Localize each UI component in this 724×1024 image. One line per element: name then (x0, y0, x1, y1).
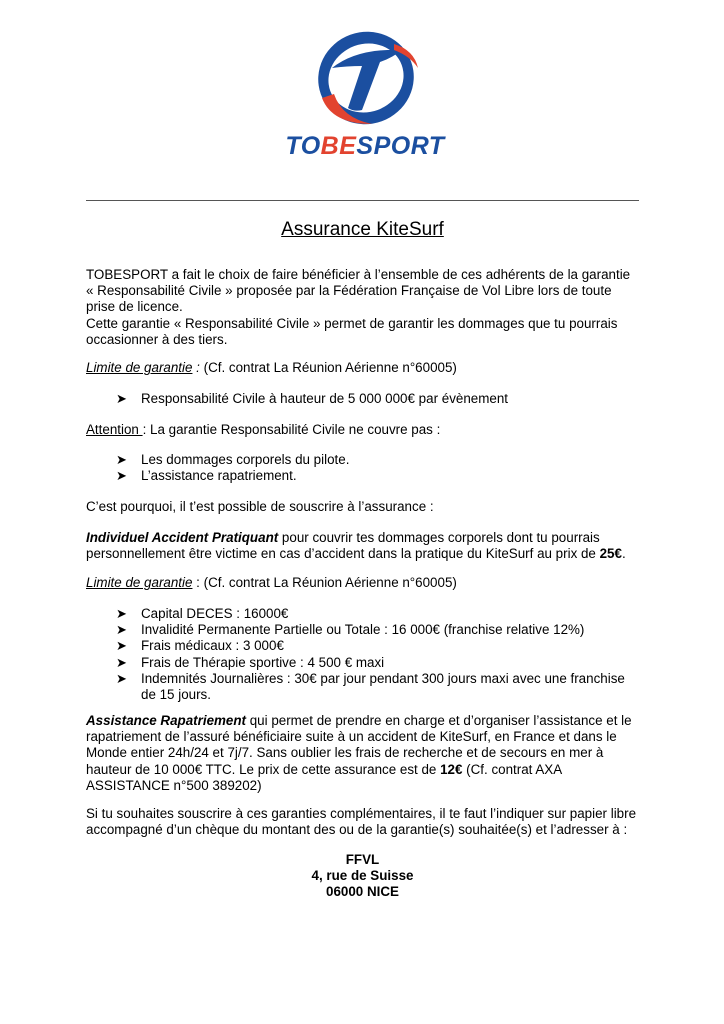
individuel-paragraph (86, 530, 646, 562)
limite-colon: : (192, 360, 200, 375)
pourquoi-paragraph: C’est pourquoi, il t’est possible de souscrire à l’assurance : (86, 499, 434, 514)
attention-label: Attention (86, 422, 143, 437)
individuel-end: . (621, 546, 626, 562)
logo-wordmark (262, 132, 468, 160)
intro-line: Cette garantie « Responsabilité Civile » permet de garantir les dommages que tu pourrais (86, 315, 618, 331)
list-item (116, 638, 636, 654)
list-item (116, 391, 636, 407)
assistance-line: Monde entier 24h/24 et 7j/7. Sans oublier les frais de recherche et de secours en mer à (86, 745, 604, 761)
list-item-text: Frais de Thérapie sportive : 4 500 € maxi (141, 654, 385, 670)
exclusions-list (116, 452, 636, 484)
attention-paragraph (86, 422, 646, 438)
address-line: 06000 NICE (326, 884, 399, 900)
limite-garantie-ia (86, 575, 646, 591)
list-item-text: Invalidité Permanente Partielle ou Totale : 16 000€ (franchise relative 12%) (141, 622, 585, 638)
header-divider (86, 200, 639, 201)
assistance-paragraph (86, 713, 646, 794)
assistance-price: 12€ (440, 761, 463, 777)
arrow-bullet-icon: ➤ (116, 391, 127, 406)
assistance-line: ASSISTANCE n°500 389202) (86, 777, 262, 793)
list-item (116, 655, 636, 671)
assistance-line: hauteur de 10 000€ TTC. Le prix de cette assurance est de (86, 761, 441, 777)
limite-text: : (Cf. contrat La Réunion Aérienne n°60005) (192, 575, 457, 590)
list-item (116, 606, 636, 622)
tobesport-logo (262, 28, 468, 160)
list-item-continuation (116, 687, 636, 703)
assistance-line: (Cf. contrat AXA (462, 761, 563, 777)
individuel-line: pour couvrir tes dommages corporels dont tu pourrais (278, 530, 600, 545)
logo-emblem-icon (262, 28, 468, 132)
logo-text-be: BE (320, 132, 357, 160)
arrow-bullet-icon: ➤ (116, 452, 127, 467)
address-block (86, 852, 639, 901)
intro-paragraph (86, 267, 646, 348)
list-item-text: Les dommages corporels du pilote. (141, 452, 350, 467)
arrow-bullet-icon: ➤ (116, 468, 127, 484)
list-item-text: de 15 jours. (141, 687, 211, 703)
logo-text-sport: SPORT (356, 132, 445, 160)
address-line: 4, rue de Suisse (311, 868, 414, 884)
souscrire-paragraph (86, 806, 646, 838)
arrow-bullet-icon: ➤ (116, 670, 127, 686)
assistance-line: qui permet de prendre en charge et d’organiser l’assistance et le (246, 713, 632, 728)
intro-line: « Responsabilité Civile » proposée par la Fédération Française de Vol Libre lors de toute (86, 283, 612, 299)
souscrire-line: accompagné d’un chèque du montant des ou de la garantie(s) souhaitée(s) et l’adresser à : (86, 822, 628, 838)
assistance-title: Assistance Rapatriement (86, 713, 247, 728)
list-item-text: L’assistance rapatriement. (141, 468, 297, 484)
limite-label: Limite de garantie (86, 360, 193, 375)
individuel-price: 25€ (599, 546, 622, 562)
logo-text-to: TO (285, 132, 321, 160)
arrow-bullet-icon: ➤ (116, 606, 127, 621)
ia-list (116, 606, 636, 703)
arrow-bullet-icon: ➤ (116, 654, 127, 670)
rc-list (116, 391, 636, 407)
arrow-bullet-icon: ➤ (116, 638, 127, 654)
list-item (116, 452, 636, 468)
arrow-bullet-icon: ➤ (116, 622, 127, 638)
page-title: Assurance KiteSurf (281, 219, 444, 240)
intro-line: occasionner à des tiers. (86, 331, 228, 347)
attention-text: : La garantie Responsabilité Civile ne couvre pas : (142, 422, 441, 437)
list-item (116, 468, 636, 484)
limite-text: (Cf. contrat La Réunion Aérienne n°60005) (199, 360, 457, 375)
list-item-text: Frais médicaux : 3 000€ (141, 638, 284, 654)
list-item (116, 671, 636, 687)
list-item-text: Indemnités Journalières : 30€ par jour pendant 300 jours maxi avec une franchise (141, 670, 625, 686)
list-item-text: Capital DECES : 16000€ (141, 606, 289, 621)
intro-line: TOBESPORT a fait le choix de faire bénéficier à l’ensemble de ces adhérents de la garantie (86, 267, 631, 282)
limite-garantie-rc (86, 360, 646, 376)
address-line: FFVL (345, 852, 380, 867)
assistance-line: rapatriement de l’assuré bénéficiaire suite à un accident de KiteSurf, en France et dans le (86, 729, 617, 745)
list-item (116, 622, 636, 638)
list-item-text: Responsabilité Civile à hauteur de 5 000 000€ par évènement (141, 391, 509, 406)
intro-line: prise de licence. (86, 299, 183, 315)
individuel-line: personnellement être victime en cas d’accident dans la pratique du KiteSurf au prix de (86, 546, 600, 562)
souscrire-line: Si tu souhaites souscrire à ces garanties complémentaires, il te faut l’indiquer sur papier libre (86, 806, 637, 821)
limite-label: Limite de garantie (86, 575, 193, 590)
individuel-title: Individuel Accident Pratiquant (86, 530, 279, 545)
